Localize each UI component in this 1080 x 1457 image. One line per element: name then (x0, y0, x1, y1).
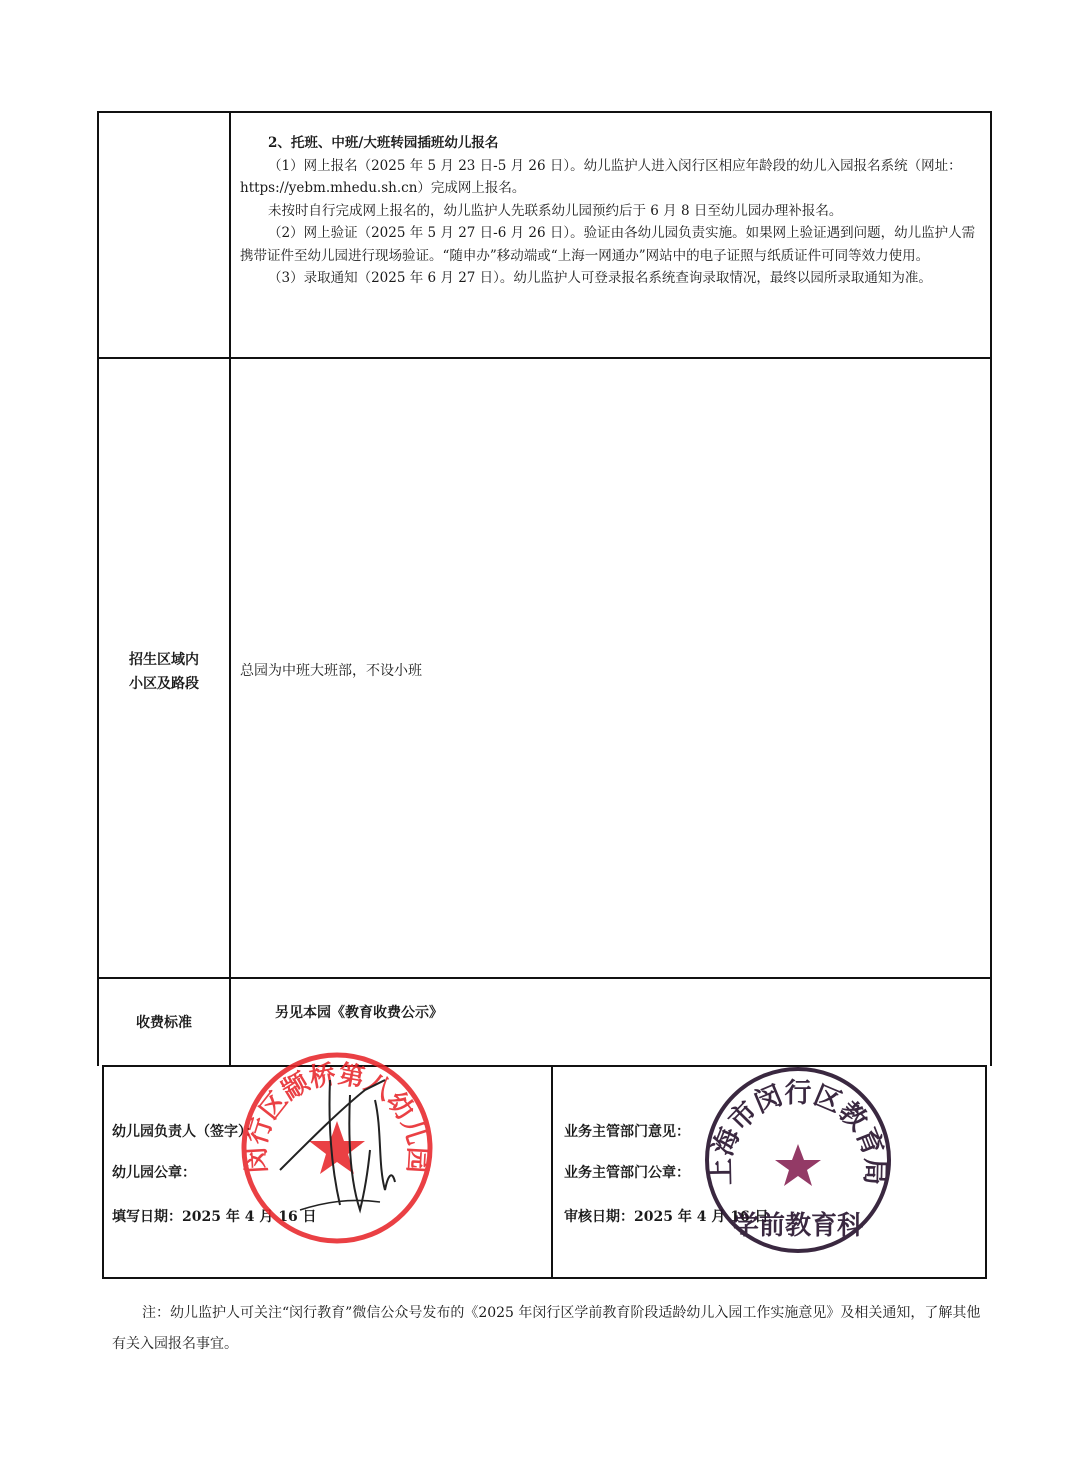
signature-box-bottom (102, 1277, 986, 1279)
seal-arc-text: 上海市闵行区教育局 (705, 1078, 891, 1186)
zone-label-line1: 招生区域内 (129, 652, 199, 668)
handwritten-signature (270, 1070, 430, 1220)
principal-signature-label: 幼儿园负责人（签字）： (112, 1124, 259, 1140)
signature-box-divider (551, 1065, 553, 1279)
row-divider-1 (97, 357, 992, 359)
seal-bottom-text: 学前教育科 (732, 1211, 864, 1241)
enrollment-paragraph-online-registration: （1）网上报名（2025 年 5 月 23 日-5 月 26 日）。幼儿监护人进入闵行区相应年龄段的幼儿入园报名系统（网址：https://yebm.mhedu.sh.cn）完成网上报名。 (240, 157, 962, 196)
table-column-divider (229, 111, 231, 1066)
signature-box-left (102, 1065, 104, 1279)
table-left-border (97, 111, 99, 1066)
fill-date: 填写日期：2025 年 4 月 16 日 (112, 1209, 317, 1225)
seal-star-icon (775, 1144, 821, 1186)
enrollment-section (240, 132, 980, 290)
signature-box-right (985, 1065, 987, 1279)
enrollment-paragraph-admission-notice: （3）录取通知（2025 年 6 月 27 日）。幼儿监护人可登录报名系统查询录取情况，最终以园所录取通知为准。 (268, 270, 932, 286)
seal-arc-text: 闵行区颛桥第八幼儿园 (241, 1059, 433, 1174)
dept-seal-label: 业务主管部门公章： (564, 1165, 690, 1181)
enrollment-paragraph-verification: （2）网上验证（2025 年 5 月 27 日-6 月 26 日）。验证由各幼儿园负责实施。如果网上验证遇到问题，幼儿监护人需携带证件至幼儿园进行现场验证。“随申办”移动端或“上海一网通办”网站中的电子证照与纸质证件可同等效力使用。 (240, 225, 976, 264)
fee-label: 收费标准 (136, 1015, 192, 1031)
row-divider-2 (97, 977, 992, 979)
fee-content: 另见本园《教育收费公示》 (275, 1005, 443, 1021)
education-bureau-seal-stamp (700, 1062, 896, 1258)
review-date: 审核日期：2025 年 4 月 16 日 (564, 1209, 769, 1225)
zone-label-line2: 小区及路段 (129, 676, 199, 692)
dept-opinion-label: 业务主管部门意见： (564, 1124, 690, 1140)
kindergarten-seal-label: 幼儿园公章： (112, 1165, 196, 1181)
footnote: 注：幼儿监护人可关注“闵行教育”微信公众号发布的《2025 年闵行区学前教育阶段适龄幼儿入园工作实施意见》及相关通知，了解其他有关入园报名事宜。 (112, 1305, 981, 1352)
zone-content: 总园为中班大班部，不设小班 (240, 663, 422, 679)
enrollment-paragraph-late-registration: 未按时自行完成网上报名的，幼儿监护人先联系幼儿园预约后于 6 月 8 日至幼儿园办理补报名。 (268, 202, 843, 219)
table-top-border (97, 111, 992, 113)
table-right-border (990, 111, 992, 1066)
enrollment-heading: 2、托班、中班/大班转园插班幼儿报名 (268, 135, 499, 151)
zone-label (99, 648, 229, 696)
